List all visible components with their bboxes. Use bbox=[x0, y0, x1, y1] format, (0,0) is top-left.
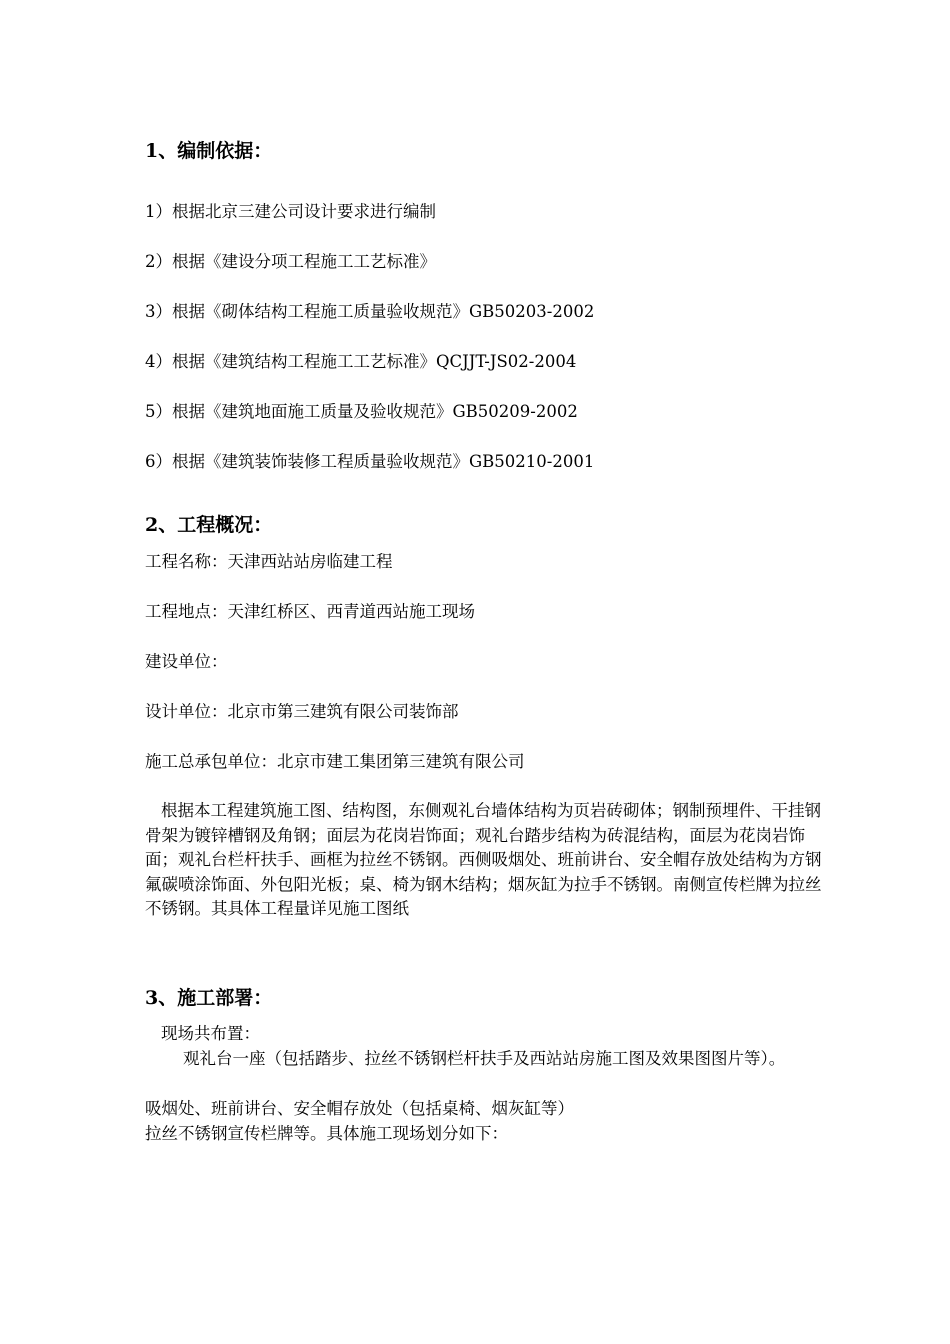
construction-owner: 建设单位： bbox=[145, 652, 228, 671]
layout-item-reviewing-stand: 观礼台一座（包括踏步、拉丝不锈钢栏杆扶手及西站站房施工图及效果图图片等）。 bbox=[183, 1049, 786, 1068]
layout-item-smoking-area: 吸烟处、班前讲台、安全帽存放处（包括桌椅、烟灰缸等） bbox=[145, 1099, 574, 1118]
design-unit: 设计单位：北京市第三建筑有限公司装饰部 bbox=[145, 702, 459, 721]
project-description: 根据本工程建筑施工图、结构图，东侧观礼台墙体结构为页岩砖砌体；钢制预埋件、干挂钢骨架为镀锌槽钢及角钢；面层为花岗岩饰面；观礼台踏步结构为砖混结构，面层为花岗岩饰面；观礼台栏杆扶手、画框为拉丝不锈钢。西侧吸烟处、班前讲台、安全帽存放处结构为方钢氟碳喷涂饰面、外包阳光板；桌、椅为钢木结构；烟灰缸为拉手不锈钢。南侧宣传栏牌为拉丝不锈钢。其具体工程量详见施工图纸 bbox=[145, 801, 822, 918]
basis-item-6: 6）根据《建筑装饰装修工程质量验收规范》GB50210-2001 bbox=[145, 452, 595, 471]
section-1-heading: 1、编制依据： bbox=[145, 140, 273, 162]
section-3-heading: 3、施工部署： bbox=[145, 987, 273, 1009]
layout-item-bulletin-board: 拉丝不锈钢宣传栏牌等。具体施工现场划分如下： bbox=[145, 1124, 508, 1143]
basis-item-3: 3）根据《砌体结构工程施工质量验收规范》GB50203-2002 bbox=[145, 302, 595, 321]
basis-item-4: 4）根据《建筑结构工程施工工艺标准》QCJJT-JS02-2004 bbox=[145, 352, 577, 371]
section-2-heading: 2、工程概况： bbox=[145, 514, 273, 536]
general-contractor: 施工总承包单位：北京市建工集团第三建筑有限公司 bbox=[145, 752, 525, 771]
project-name: 工程名称：天津西站站房临建工程 bbox=[145, 552, 393, 571]
basis-item-1: 1）根据北京三建公司设计要求进行编制 bbox=[145, 202, 436, 221]
project-location: 工程地点：天津红桥区、西青道西站施工现场 bbox=[145, 602, 475, 621]
basis-item-5: 5）根据《建筑地面施工质量及验收规范》GB50209-2002 bbox=[145, 402, 578, 421]
layout-intro: 现场共布置： bbox=[161, 1024, 260, 1043]
basis-item-2: 2）根据《建设分项工程施工工艺标准》 bbox=[145, 252, 436, 271]
